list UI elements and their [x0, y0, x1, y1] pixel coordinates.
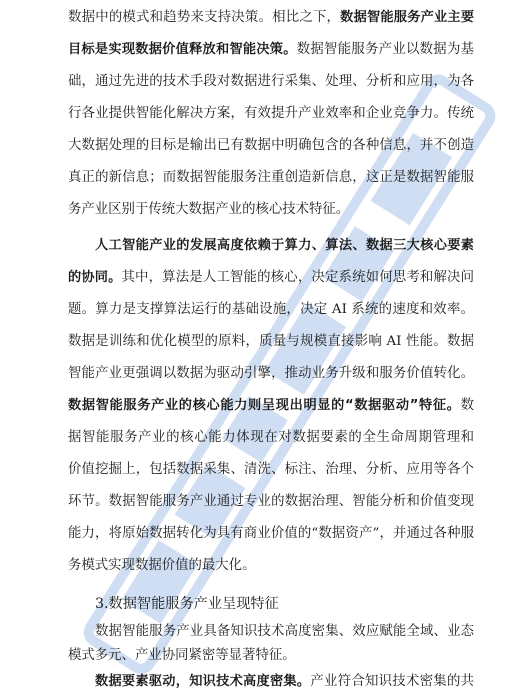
text-line [68, 428, 474, 448]
text-line [68, 136, 474, 156]
bold-text: 数据智能服务产业主要 [340, 10, 475, 25]
bold-text: 目标是实现数据价值释放和智能决策。 [68, 42, 297, 57]
bold-text: 数据要素驱动，知识技术高度密集。 [95, 674, 311, 689]
text-line [68, 268, 474, 288]
text-line [68, 646, 474, 666]
body-text: 数据中的模式和趋势来支持决策。相比之下， [68, 10, 341, 25]
body-text: 能力，将原始数据转化为具有商业价值的“数据资产”，并通过各种服 [68, 526, 474, 541]
body-text: 3.数据智能服务产业呈现特征 [95, 596, 279, 612]
text-line [68, 300, 474, 320]
body-text: 其中，算法是人工智能的核心，决定系统如何思考和解决问 [121, 270, 474, 285]
section-heading [95, 594, 474, 614]
body-text: 大数据处理的目标是输出已有数据中明确包含的各种信息，并不创造 [68, 138, 474, 153]
body-text: 础，通过先进的技术手段对数据进行采集、处理、分析和应用，为各 [68, 74, 474, 89]
body-text: 务模式实现数据价值的最大化。 [68, 558, 256, 573]
body-text: 务产业区别于传统大数据产业的核心技术特征。 [68, 202, 350, 217]
body-text: 数 [460, 398, 474, 413]
body-text: 数据智能服务产业具备知识技术高度密集、效应赋能全域、业态 [95, 624, 474, 639]
body-text: 真正的新信息；而数据智能服务注重创造新信息，这正是数据智能服 [68, 170, 474, 185]
text-line [68, 364, 474, 384]
text-line [95, 622, 474, 642]
body-text: 产业符合知识技术密集的共 [310, 674, 475, 689]
text-line [95, 672, 474, 692]
body-text: 模式多元、产业协同紧密等显著特征。 [68, 648, 296, 663]
text-line [68, 460, 474, 480]
body-text: 数据智能服务产业以数据为基 [296, 42, 475, 57]
text-line [68, 200, 474, 220]
body-text: 智能产业更强调以数据为驱动引擎，推动业务升级和服务价值转化。 [68, 366, 474, 381]
body-text: 行各业提供智能化解决方案，有效提升产业效率和企业竞争力。传统 [68, 106, 474, 121]
text-line [68, 492, 474, 512]
text-line [68, 72, 474, 92]
text-line [68, 524, 474, 544]
bold-text: 的协同。 [68, 270, 122, 285]
text-line [95, 236, 474, 256]
text-line [68, 168, 474, 188]
body-text: 环节。数据智能服务产业通过专业的数据治理、智能分析和价值变现 [68, 494, 474, 509]
text-line [68, 332, 474, 352]
body-text: 题。算力是支撑算法运行的基础设施，决定 AI 系统的速度和效率。 [68, 302, 474, 317]
body-text: 数据是训练和优化模型的原料，质量与规模直接影响 AI 性能。数据 [68, 334, 474, 349]
text-line [68, 40, 474, 60]
text-line [68, 8, 474, 28]
text-line [68, 556, 474, 576]
bold-text: 数据智能服务产业的核心能力则呈现出明显的“数据驱动”特征。 [68, 398, 461, 413]
text-line [68, 396, 474, 416]
body-text: 价值挖掘上，包括数据采集、清洗、标注、治理、分析、应用等各个 [68, 462, 474, 477]
bold-text: 人工智能产业的发展高度依赖于算力、算法、数据三大核心要素 [95, 238, 474, 253]
text-line [68, 104, 474, 124]
body-text: 据智能服务产业的核心能力体现在对数据要素的全生命周期管理和 [68, 430, 474, 445]
